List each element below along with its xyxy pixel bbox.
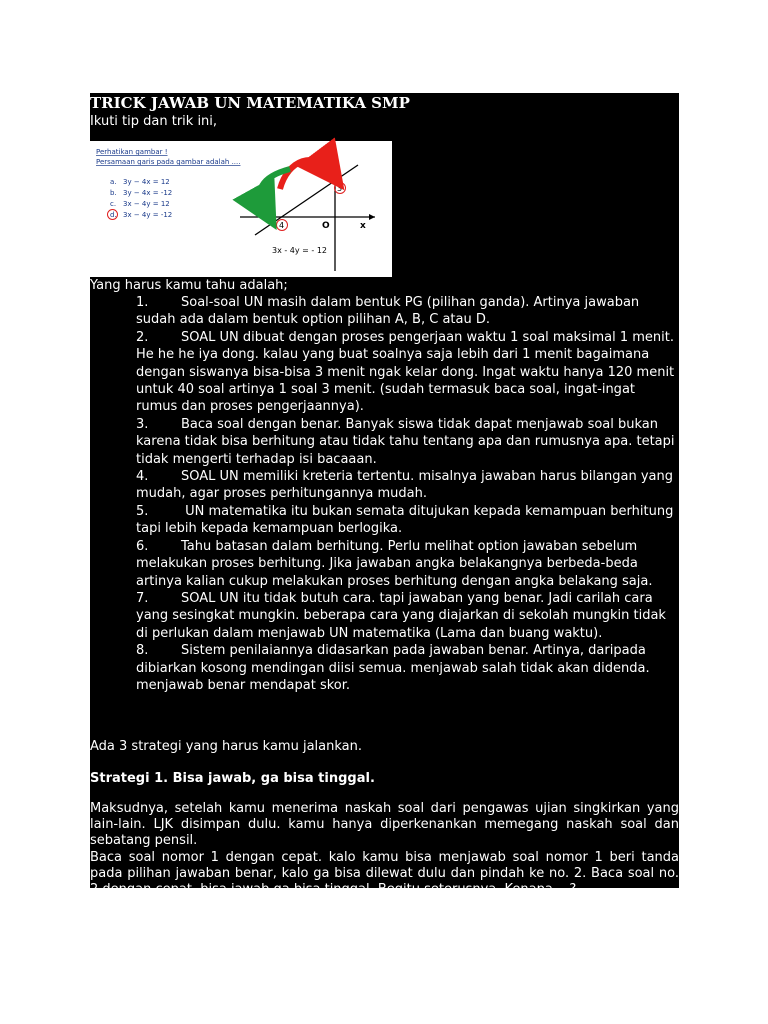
list-item: 4. SOAL UN memiliki kreteria tertentu. misalnya jawaban harus bilangan yang mudah, agar proses perhitungannya mudah.	[136, 469, 673, 502]
list-item: 1. Soal-soal UN masih dalam bentuk PG (pilihan ganda). Artinya jawaban sudah ada dalam bentuk option pilihan A, B, C atau D.	[136, 295, 640, 328]
option-c	[110, 200, 170, 208]
list-item: 2. SOAL UN dibuat dengan proses pengerjaan waktu 1 soal maksimal 1 menit. He he he iya dong. kalau yang buat soalnya saja lebih dari 1 menit bagaimana dengan siswanya bisa-bisa 3 menit ngak kelar dong. Ingat waktu hanya 120 menit untuk 40 soal artinya 1 soal 3 menit. (sudah termasuk baca soal, ingat-ingat rumus dan proses pengerjaannya).	[136, 329, 675, 415]
answer-equation: 3x - 4y = - 12	[272, 246, 328, 255]
red-arrow	[280, 160, 330, 189]
coordinate-graph	[240, 156, 375, 271]
document-page	[90, 93, 679, 897]
neg-x-label: x	[255, 204, 261, 214]
svg-text:c.: c.	[110, 200, 117, 208]
svg-text:b.: b.	[110, 189, 117, 197]
origin-label: O	[322, 221, 330, 231]
list-item: 5. UN matematika itu bukan semata ditujukan kepada kemampuan berhitung tapi lebih kepada kemampuan berlogika.	[136, 503, 674, 537]
svg-text:3y − 4x = -12: 3y − 4x = -12	[123, 189, 173, 197]
strategy-intro: Ada 3 strategi yang harus kamu jalankan.	[90, 739, 363, 754]
figure-heading-1: Perhatikan gambar !	[96, 148, 168, 156]
figure-heading-2: Persamaan garis pada gambar adalah ....	[96, 158, 241, 166]
axis-x-label: x	[360, 221, 366, 231]
intro-line: Yang harus kamu tahu adalah;	[90, 278, 288, 293]
list-item: 6. Tahu batasan dalam berhitung. Perlu melihat option jawaban sebelum melakukan proses berhitung. Jika jawaban angka belakangnya berbeda-beda artinya kalian cukup melakukan proses berhitung dengan angka belakang saja.	[136, 538, 653, 589]
list-item: 8. Sistem penilaiannya didasarkan pada jawaban benar. Artinya, daripada dibiarkan kosong mendingan diisi semua. menjawab salah tidak akan didenda. menjawab benar mendapat skor.	[136, 643, 650, 693]
strategy-heading: Strategi 1. Bisa jawab, ga bisa tinggal.	[90, 771, 375, 786]
paragraph: Baca soal nomor 1 dengan cepat. kalo kamu bisa menjawab soal nomor 1 beri tanda pada pilihan jawaban benar, kalo ga bisa dilewat dulu dan pindah ke no. 2. Baca soal no. 2 dengan cepat, bisa jawab ga bisa tinggal. Begitu seterusnya. Kenapa....?	[90, 850, 679, 897]
paragraph: Maksudnya, setelah kamu menerima naskah soal dari pengawas ujian singkirkan yang lain-lain. LJK disimpan dulu. kamu hanya diperkenankan memegang naskah soal dan sebatang pensil.	[90, 801, 679, 848]
option-a	[110, 178, 170, 186]
list-item: 3. Baca soal dengan benar. Banyak siswa tidak dapat menjawab soal bukan karena tidak bisa berhitung atau tidak tahu tentang apa dan rumusnya apa. tetapi tidak mengerti terhadap isi bacaaan.	[136, 416, 675, 467]
x-intercept-mark: 4	[279, 221, 285, 230]
svg-text:a.: a.	[110, 178, 117, 186]
list-item: 7. SOAL UN itu tidak butuh cara. tapi jawaban yang benar. Jadi carilah cara yang sesingkat mungkin. beberapa cara yang diajarkan di sekolah mungkin tidak di perlukan dalam menjawab UN matematika (Lama dan buang waktu).	[136, 590, 666, 641]
svg-text:d.: d.	[110, 211, 117, 219]
option-d	[108, 210, 173, 220]
axis-y-label: y	[322, 156, 328, 166]
svg-text:3x − 4y = -12: 3x − 4y = -12	[123, 211, 173, 219]
svg-text:3y − 4x = 12: 3y − 4x = 12	[123, 178, 170, 186]
page-title: TRICK JAWAB UN MATEMATIKA SMP	[90, 94, 410, 112]
math-figure	[90, 141, 392, 277]
y-intercept-mark: 3	[337, 184, 343, 193]
rules-list	[136, 294, 679, 694]
page-subtitle: Ikuti tip dan trik ini,	[90, 114, 218, 129]
svg-text:3x − 4y = 12: 3x − 4y = 12	[123, 200, 170, 208]
option-b	[110, 189, 172, 197]
